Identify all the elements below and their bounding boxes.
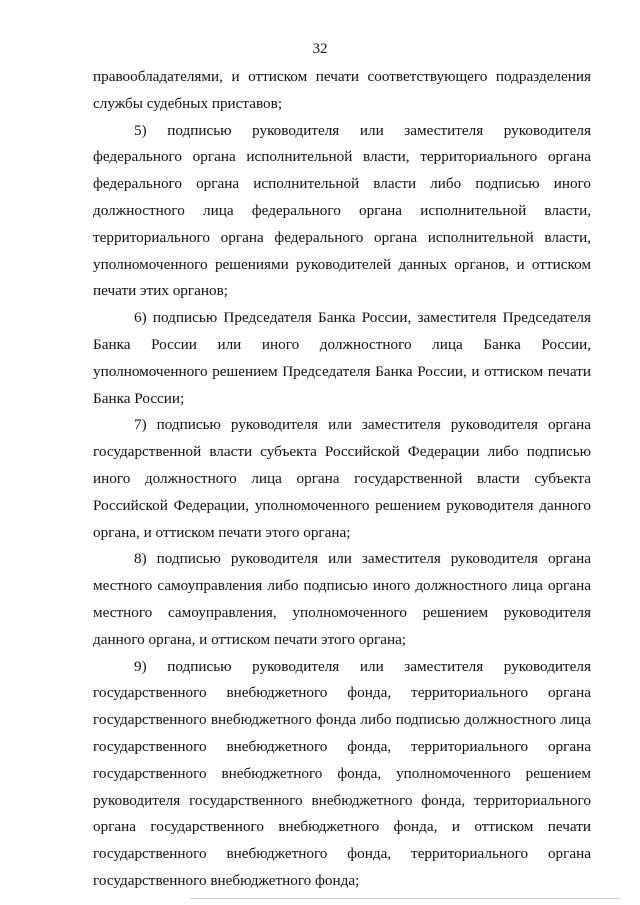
document-body bbox=[93, 64, 591, 895]
paragraph-item-5: 5) подписью руководителя или заместителя руководителя федерального органа исполнительной власти, территориального органа федерального органа исполнительной власти либо подписью иного должностного лица федерального органа исполнительной власти, территориального органа федерального органа исполнительной власти, уполномоченного решениями руководителей данных органов, и оттиском печати этих органов; bbox=[93, 121, 591, 300]
paragraph-item-8: 8) подписью руководителя или заместителя руководителя органа местного самоуправления либо подписью иного должностного лица органа местного самоуправления, уполномоченного решением руководителя данного органа, и оттиском печати этого органа; bbox=[93, 550, 591, 648]
scan-edge-line bbox=[190, 898, 620, 899]
paragraph-item-9: 9) подписью руководителя или заместителя руководителя государственного внебюджетного фонда, территориального органа государственного внебюджетного фонда либо подписью должностного лица государственного внебюджетного фонда, территориального органа государственного внебюджетного фонда, уполномоченного решением руководителя государственного внебюджетного фонда, территориального органа государственного внебюджетного фонда, и оттиском печати государственного внебюджетного фонда, территориального органа государственного внебюджетного фонда; bbox=[93, 657, 591, 889]
page-number: 32 bbox=[312, 41, 328, 57]
paragraph-item-6: 6) подписью Председателя Банка России, заместителя Председателя Банка России или иного должностного лица Банка России, уполномоченного решением Председателя Банка России, и оттиском печати Банка России; bbox=[93, 309, 591, 407]
paragraph-continuation: правообладателями, и оттиском печати соответствующего подразделения службы судебных приставов; bbox=[93, 68, 591, 112]
paragraph-item-7: 7) подписью руководителя или заместителя руководителя органа государственной власти субъекта Российской Федерации либо подписью иного должностного лица органа государственной власти субъекта Российской Федерации, уполномоченного решением руководителя данного органа, и оттиском печати этого органа; bbox=[93, 416, 591, 541]
